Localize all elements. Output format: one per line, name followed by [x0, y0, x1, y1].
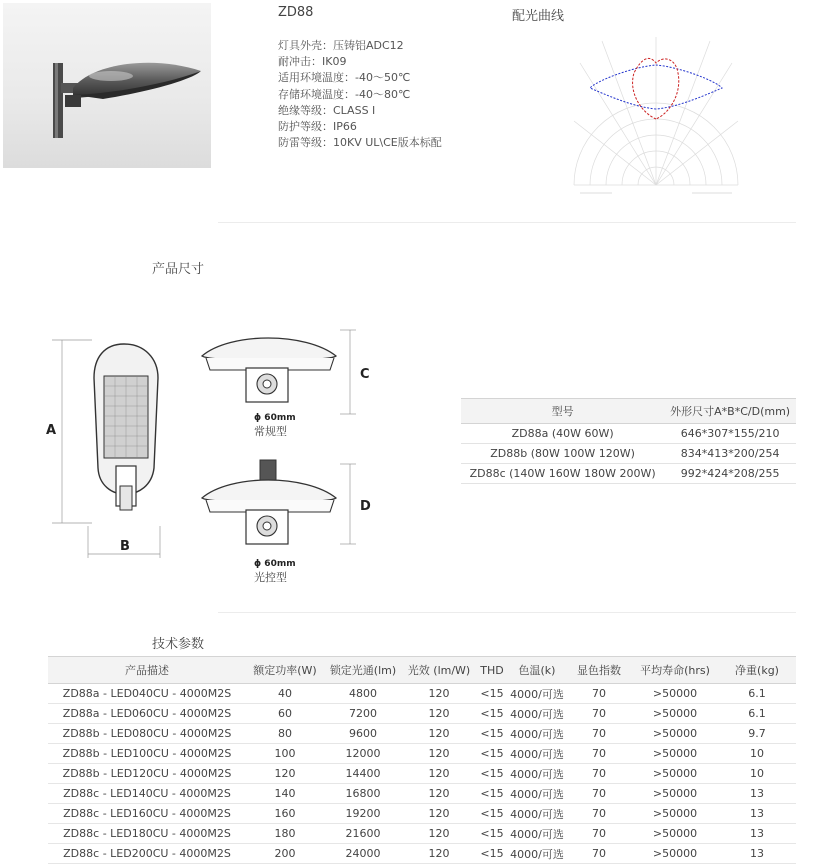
diameter-label-light-control: ϕ 60mm	[254, 559, 296, 569]
cell-weight: 13	[718, 824, 796, 844]
cell-cct: 4000/可选	[508, 784, 566, 804]
cell-cct: 4000/可选	[508, 764, 566, 784]
dimensions-title: 产品尺寸	[152, 262, 205, 277]
cell-lifetime: >50000	[632, 704, 718, 724]
cell-cri: 70	[566, 844, 632, 864]
dim-a-label: A	[46, 423, 57, 438]
spec-insulation: 绝缘等级：CLASS Ⅰ	[278, 103, 376, 117]
cell-power: 60	[246, 704, 324, 724]
cell-thd: <15	[476, 804, 508, 824]
cell-description: ZD88c - LED200CU - 4000M2S	[48, 844, 246, 864]
tech-table-header	[48, 657, 796, 684]
cell-description: ZD88b - LED100CU - 4000M2S	[48, 744, 246, 764]
tech-params-table	[48, 656, 796, 864]
cell-lifetime: >50000	[632, 804, 718, 824]
cell-cri: 70	[566, 744, 632, 764]
table-row	[48, 784, 796, 804]
table-row	[48, 804, 796, 824]
product-photo	[3, 3, 211, 168]
cell-efficacy: 120	[402, 784, 476, 804]
cell-weight: 6.1	[718, 684, 796, 704]
table-row	[461, 464, 796, 484]
cell-flux: 14400	[324, 764, 402, 784]
cell-lifetime: >50000	[632, 764, 718, 784]
table-row	[461, 444, 796, 464]
cell-lifetime: >50000	[632, 744, 718, 764]
cell-cri: 70	[566, 824, 632, 844]
header-thd: THD	[476, 657, 508, 684]
dim-d-label: D	[360, 499, 371, 514]
cell-cct: 4000/可选	[508, 704, 566, 724]
spec-list	[278, 38, 442, 151]
cell-thd: <15	[476, 704, 508, 724]
cell-cct: 4000/可选	[508, 824, 566, 844]
cell-power: 40	[246, 684, 324, 704]
type-light-control-label: 光控型	[254, 571, 287, 584]
cell-weight: 6.1	[718, 704, 796, 724]
cell-weight: 13	[718, 844, 796, 864]
cell-thd: <15	[476, 824, 508, 844]
header-weight: 净重(kg)	[718, 657, 796, 684]
divider	[218, 612, 796, 613]
cell-flux: 24000	[324, 844, 402, 864]
cell-efficacy: 120	[402, 824, 476, 844]
header-efficacy: 光效 (lm/W)	[402, 657, 476, 684]
cell-power: 200	[246, 844, 324, 864]
cell-dimensions: 646*307*155/210	[664, 424, 796, 444]
cell-cct: 4000/可选	[508, 724, 566, 744]
cell-cri: 70	[566, 784, 632, 804]
type-regular-label: 常规型	[254, 425, 287, 438]
table-row	[461, 424, 796, 444]
header-cct: 色温(k)	[508, 657, 566, 684]
cell-thd: <15	[476, 684, 508, 704]
cell-description: ZD88b - LED080CU - 4000M2S	[48, 724, 246, 744]
cell-thd: <15	[476, 744, 508, 764]
cell-cct: 4000/可选	[508, 744, 566, 764]
cell-dimensions: 834*413*200/254	[664, 444, 796, 464]
cell-efficacy: 120	[402, 724, 476, 744]
spec-impact: 耐冲击：IK09	[278, 55, 347, 69]
cell-power: 160	[246, 804, 324, 824]
cell-description: ZD88a - LED040CU - 4000M2S	[48, 684, 246, 704]
cell-weight: 10	[718, 744, 796, 764]
cell-cri: 70	[566, 724, 632, 744]
cell-model: ZD88b (80W 100W 120W)	[461, 444, 664, 464]
table-row	[48, 704, 796, 724]
table-row	[48, 744, 796, 764]
cell-lifetime: >50000	[632, 844, 718, 864]
dim-c-label: C	[360, 367, 370, 382]
cell-cct: 4000/可选	[508, 804, 566, 824]
cell-flux: 16800	[324, 784, 402, 804]
cell-lifetime: >50000	[632, 684, 718, 704]
cell-efficacy: 120	[402, 804, 476, 824]
table-row	[48, 764, 796, 784]
dim-b-label: B	[120, 539, 130, 554]
cell-efficacy: 120	[402, 844, 476, 864]
header-power: 额定功率(W)	[246, 657, 324, 684]
cell-weight: 13	[718, 784, 796, 804]
cell-lifetime: >50000	[632, 784, 718, 804]
cell-power: 100	[246, 744, 324, 764]
cell-weight: 9.7	[718, 724, 796, 744]
header-lifetime: 平均寿命(hrs)	[632, 657, 718, 684]
size-table	[461, 398, 796, 484]
diameter-label-regular: ϕ 60mm	[254, 413, 296, 423]
size-table-header	[461, 399, 796, 424]
cell-efficacy: 120	[402, 744, 476, 764]
cell-description: ZD88c - LED140CU - 4000M2S	[48, 784, 246, 804]
cell-description: ZD88b - LED120CU - 4000M2S	[48, 764, 246, 784]
cell-thd: <15	[476, 844, 508, 864]
spec-housing: 灯具外壳：压铸铝ADC12	[278, 39, 404, 52]
cell-efficacy: 120	[402, 704, 476, 724]
cell-power: 120	[246, 764, 324, 784]
cell-cct: 4000/可选	[508, 684, 566, 704]
header-dimensions: 外形尺寸A*B*C/D(mm)	[664, 399, 796, 424]
spec-surge: 防雷等级：10KV UL\CE版本标配	[278, 136, 442, 150]
cell-dimensions: 992*424*208/255	[664, 464, 796, 484]
tech-params-title: 技术参数	[152, 637, 205, 652]
cell-weight: 10	[718, 764, 796, 784]
light-distribution-title: 配光曲线	[512, 9, 565, 24]
cell-cri: 70	[566, 704, 632, 724]
cell-cri: 70	[566, 804, 632, 824]
spec-storage-temp: 存储环境温度：-40～80℃	[278, 87, 411, 101]
cell-efficacy: 120	[402, 764, 476, 784]
cell-thd: <15	[476, 764, 508, 784]
cell-power: 180	[246, 824, 324, 844]
table-row	[48, 824, 796, 844]
cell-cct: 4000/可选	[508, 844, 566, 864]
cell-flux: 19200	[324, 804, 402, 824]
cell-model: ZD88a (40W 60W)	[461, 424, 664, 444]
cell-model: ZD88c (140W 160W 180W 200W)	[461, 464, 664, 484]
cell-power: 80	[246, 724, 324, 744]
header-model: 型号	[461, 399, 664, 424]
cell-power: 140	[246, 784, 324, 804]
cell-lifetime: >50000	[632, 824, 718, 844]
table-row	[48, 724, 796, 744]
cell-description: ZD88c - LED180CU - 4000M2S	[48, 824, 246, 844]
cell-cri: 70	[566, 764, 632, 784]
header-description: 产品描述	[48, 657, 246, 684]
cell-lifetime: >50000	[632, 724, 718, 744]
table-row	[48, 684, 796, 704]
polar-curve-image	[572, 33, 740, 203]
cell-description: ZD88c - LED160CU - 4000M2S	[48, 804, 246, 824]
cell-description: ZD88a - LED060CU - 4000M2S	[48, 704, 246, 724]
cell-thd: <15	[476, 724, 508, 744]
cell-flux: 4800	[324, 684, 402, 704]
cell-flux: 7200	[324, 704, 402, 724]
cell-flux: 9600	[324, 724, 402, 744]
spec-protection: 防护等级：IP66	[278, 120, 357, 134]
header-flux: 锁定光通(lm)	[324, 657, 402, 684]
divider	[218, 222, 796, 223]
dimension-drawing	[40, 318, 380, 588]
header-cri: 显色指数	[566, 657, 632, 684]
table-row	[48, 844, 796, 864]
cell-weight: 13	[718, 804, 796, 824]
cell-flux: 12000	[324, 744, 402, 764]
cell-thd: <15	[476, 784, 508, 804]
spec-ambient-temp: 适用环境温度：-40～50℃	[278, 71, 411, 85]
model-title: ZD88	[278, 5, 314, 20]
cell-efficacy: 120	[402, 684, 476, 704]
cell-cri: 70	[566, 684, 632, 704]
cell-flux: 21600	[324, 824, 402, 844]
